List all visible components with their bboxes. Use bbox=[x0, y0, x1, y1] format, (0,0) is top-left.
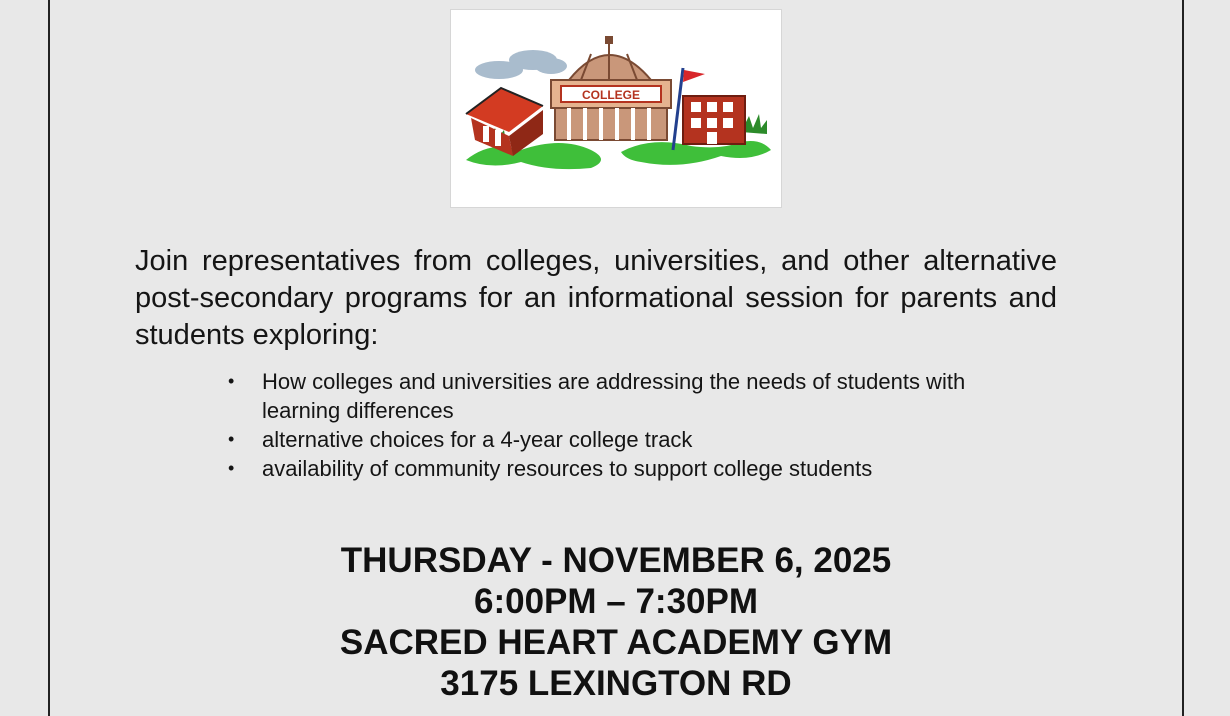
topic-text: How colleges and universities are addressing the needs of students with learning differences bbox=[262, 369, 966, 423]
bullet-icon: • bbox=[228, 458, 235, 478]
bullet-icon: • bbox=[228, 429, 235, 449]
topic-text: availability of community resources to support college students bbox=[262, 456, 873, 481]
college-clipart bbox=[450, 9, 782, 208]
cloud-icon bbox=[475, 50, 567, 79]
list-item bbox=[225, 454, 1025, 483]
svg-text:COLLEGE: COLLEGE bbox=[581, 88, 641, 102]
right-building-icon bbox=[683, 96, 745, 144]
list-item bbox=[225, 367, 1025, 425]
topic-text: alternative choices for a 4-year college track bbox=[262, 427, 693, 452]
event-address: 3175 LEXINGTON RD bbox=[440, 664, 792, 703]
college-buildings-icon bbox=[451, 10, 781, 207]
event-date: THURSDAY - NOVEMBER 6, 2025 bbox=[340, 541, 892, 580]
flyer-page bbox=[48, 0, 1184, 716]
event-time: 6:00PM – 7:30PM bbox=[473, 582, 759, 621]
intro-paragraph: Join representatives from colleges, universities, and other alternative post-secondary programs for an informational session for parents and students exploring: bbox=[135, 245, 1057, 351]
event-venue: SACRED HEART ACADEMY GYM bbox=[339, 623, 893, 662]
list-item bbox=[225, 425, 1025, 454]
bullet-icon: • bbox=[228, 371, 235, 391]
left-house-icon bbox=[466, 88, 543, 156]
college-building-icon bbox=[551, 36, 671, 140]
topic-list bbox=[225, 367, 1025, 483]
